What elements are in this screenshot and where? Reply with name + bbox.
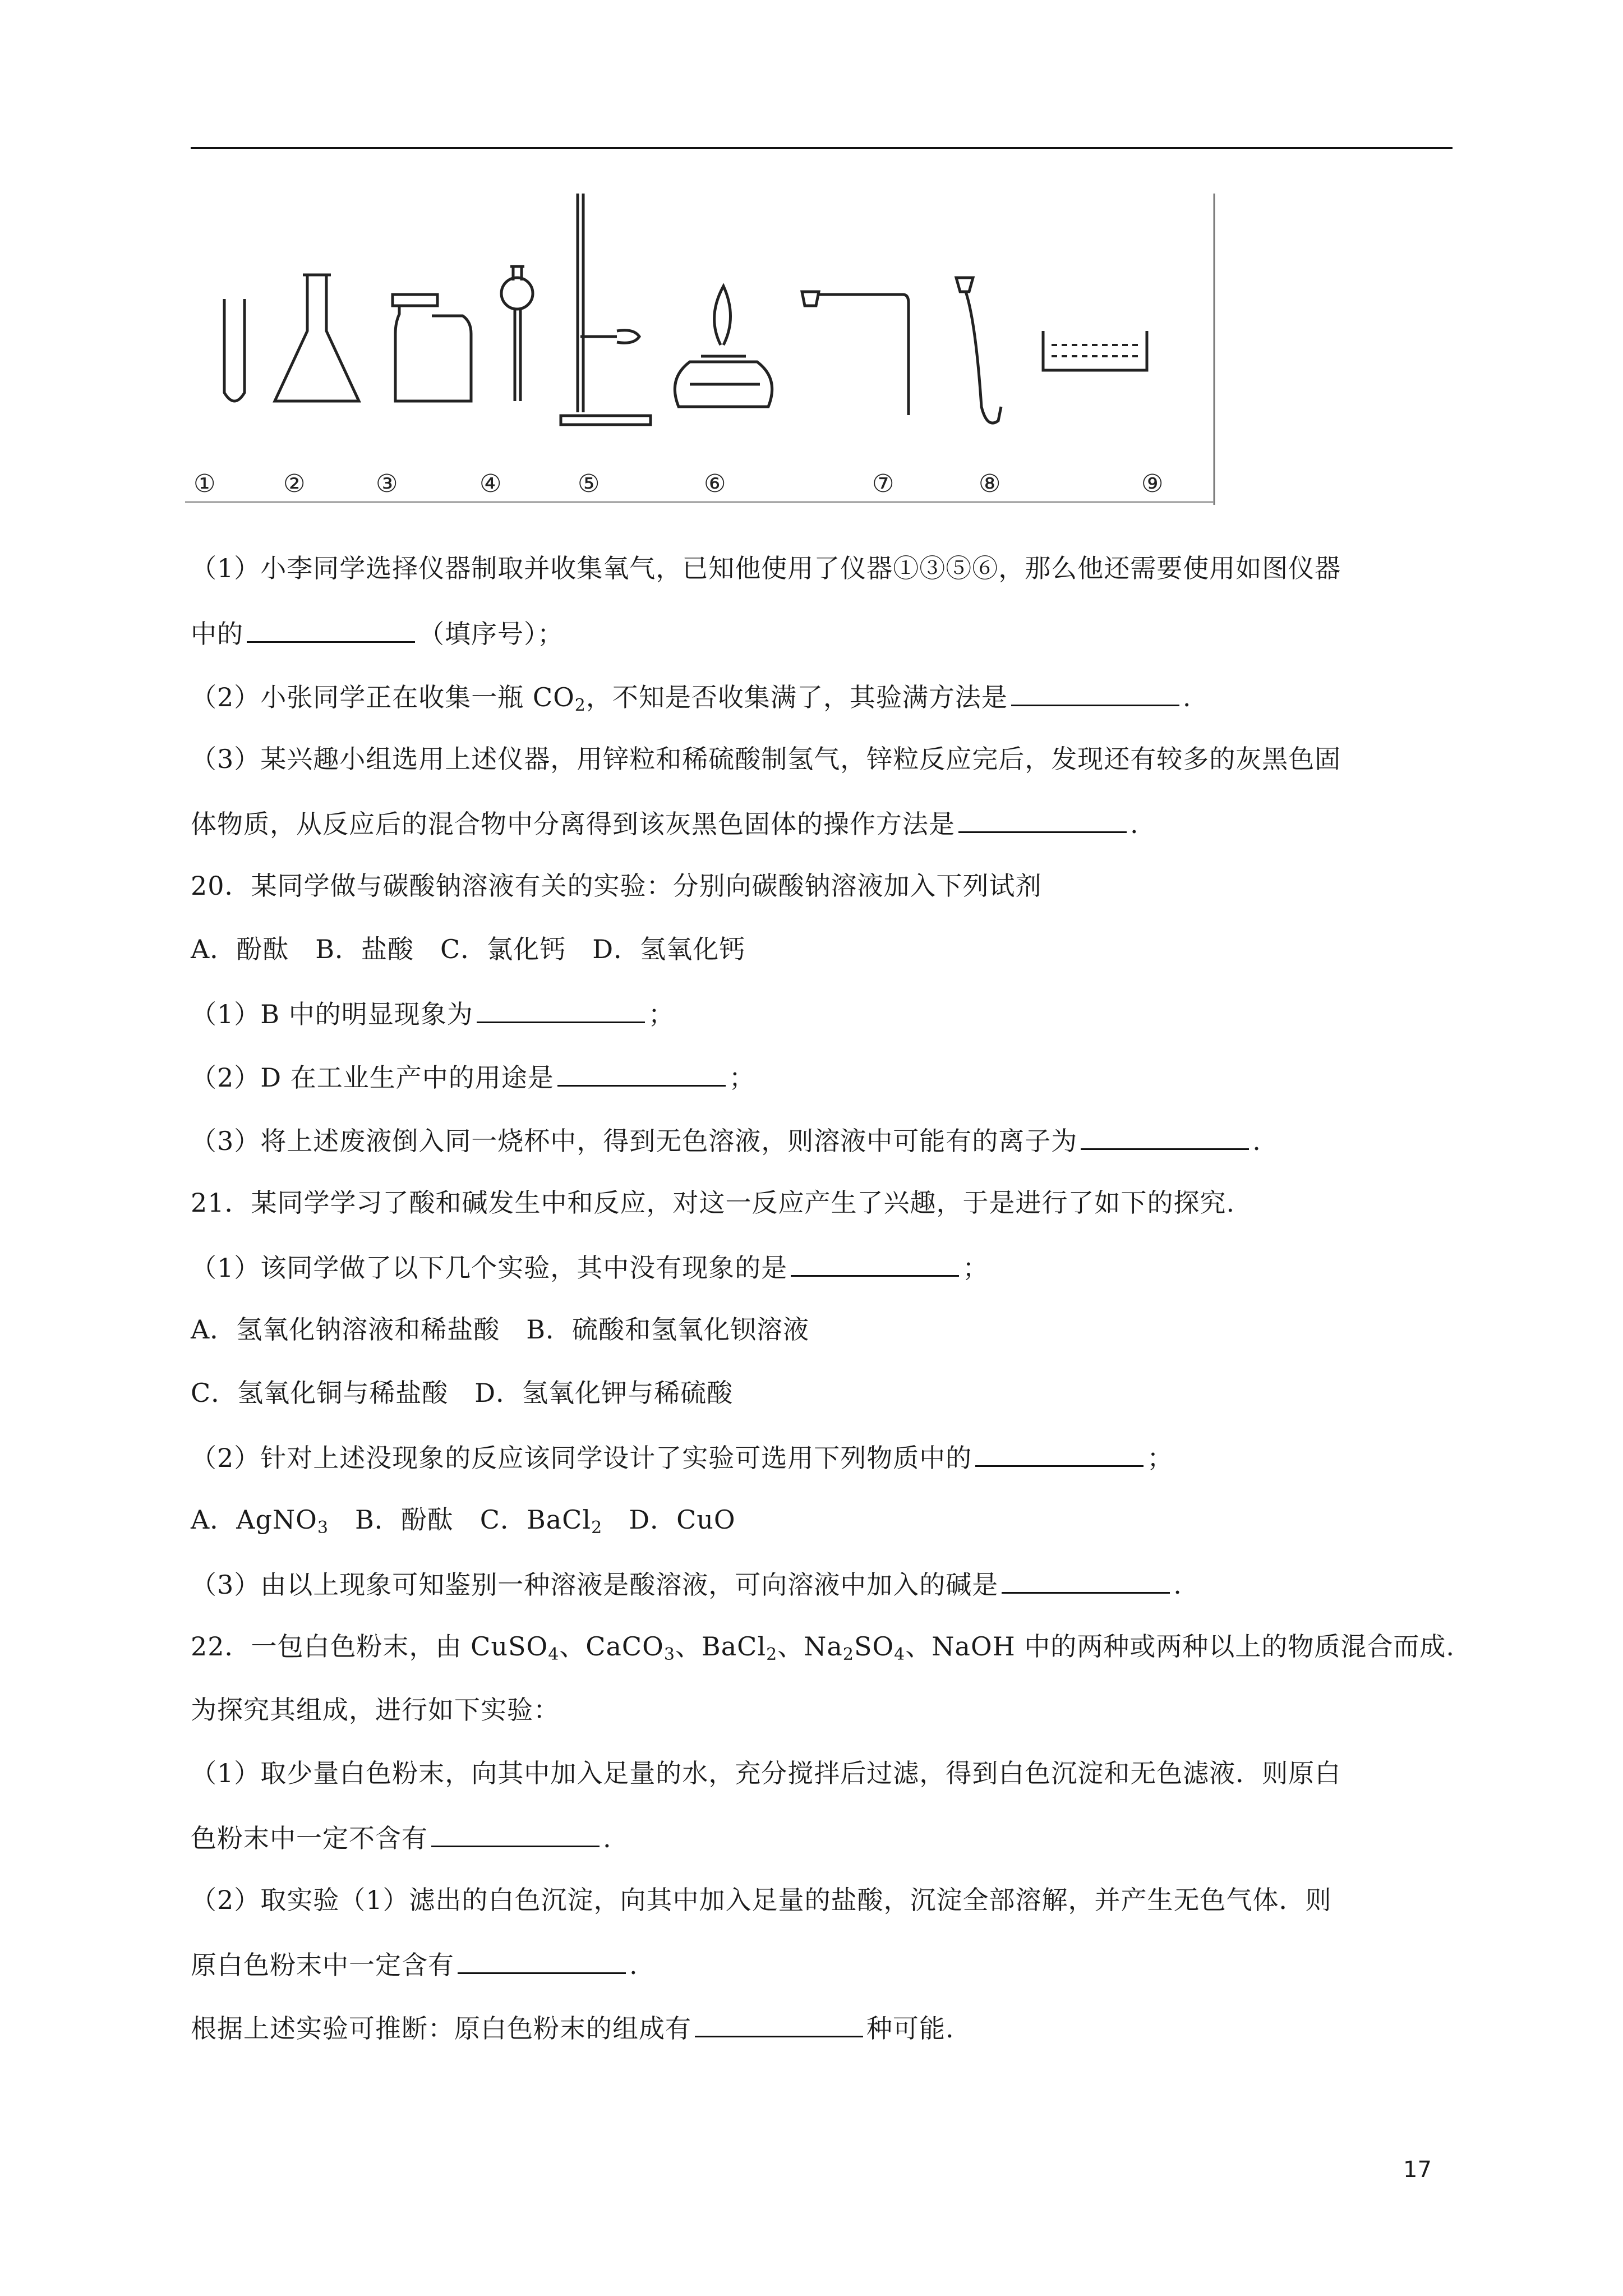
q19-part3-suffix: .: [1130, 809, 1139, 839]
q22-stem: [191, 1630, 1455, 1663]
q20-stem: 20．某同学做与碳酸钠溶液有关的实验：分别向碳酸钠溶液加入下列试剂: [191, 871, 1042, 901]
q20-options: A．酚酞 B．盐酸 C．氯化钙 D．氢氧化钙: [191, 934, 746, 964]
gas-jar-icon: [393, 295, 471, 401]
q19-part2-suffix: .: [1182, 682, 1192, 712]
q21-part1: [191, 1249, 989, 1285]
q20-part2-prefix: （2）D 在工业生产中的用途是: [191, 1062, 554, 1093]
q21-part2-suffix: ；: [1147, 1443, 1174, 1473]
test-tube-icon: [224, 299, 245, 401]
option-a: A．AgNO: [191, 1504, 317, 1535]
conical-flask-icon: [275, 275, 359, 401]
q21-part2-prefix: （2）针对上述没现象的反应该同学设计了实验可选用下列物质中的: [191, 1443, 972, 1473]
label-7: ⑦: [872, 470, 895, 498]
q21-part1-suffix: ；: [962, 1253, 989, 1283]
q22-part3: [191, 2010, 955, 2045]
answer-blank[interactable]: [458, 1947, 626, 1974]
iron-stand-icon: [561, 194, 651, 425]
answer-blank[interactable]: [958, 806, 1127, 833]
q21-options-cd: C．氢氧化铜与稀盐酸 D．氢氧化钾与稀硫酸: [191, 1378, 734, 1408]
subscript: 4: [548, 1645, 560, 1664]
q22-part2-prefix: 原白色粉末中一定含有: [191, 1950, 454, 1980]
q19-part2-prefix: （2）小张同学正在收集一瓶 CO: [191, 682, 575, 712]
q19-part3-line1: （3）某兴趣小组选用上述仪器，用锌粒和稀硫酸制氢气，锌粒反应完后，发现还有较多的灰黑色固: [191, 744, 1341, 774]
q20-part1-prefix: （1）B 中的明显现象为: [191, 999, 473, 1029]
answer-blank[interactable]: [1081, 1122, 1249, 1150]
label-2: ②: [283, 470, 306, 498]
subscript: 3: [317, 1518, 329, 1538]
answer-blank[interactable]: [791, 1249, 959, 1277]
q22-stem-text: 、CaCO: [559, 1631, 664, 1662]
q21-part3-prefix: （3）由以上现象可知鉴别一种溶液是酸溶液，可向溶液中加入的碱是: [191, 1570, 999, 1600]
q22-part1-prefix: 色粉末中一定不含有: [191, 1823, 428, 1853]
q22-part3-prefix: 根据上述实验可推断：原白色粉末的组成有: [191, 2013, 691, 2044]
q22-part1-line2: [191, 1820, 612, 1855]
label-3: ③: [376, 470, 398, 498]
q20-part2: [191, 1059, 755, 1094]
option-d: D．CuO: [602, 1504, 736, 1535]
answer-blank[interactable]: [1011, 679, 1179, 706]
subscript: 3: [663, 1645, 675, 1664]
q22-part1-line1: （1）取少量白色粉末，向其中加入足量的水，充分搅拌后过滤，得到白色沉淀和无色滤液．则原白: [191, 1758, 1341, 1788]
q22-stem2: 为探究其组成，进行如下实验：: [191, 1695, 560, 1725]
q21-part1-prefix: （1）该同学做了以下几个实验，其中没有现象的是: [191, 1253, 788, 1283]
subscript: 2: [842, 1645, 854, 1664]
label-4: ④: [479, 470, 502, 498]
answer-blank[interactable]: [477, 996, 645, 1023]
q19-part2-text: ，不知是否收集满了，其验满方法是: [585, 682, 1008, 712]
label-6: ⑥: [704, 470, 726, 498]
q22-stem-text: 、BaCl: [675, 1631, 767, 1662]
q19-part3-line2: [191, 806, 1139, 841]
apparatus-drawing: [185, 194, 1223, 505]
q22-stem-text: SO: [854, 1631, 895, 1662]
q21-stem: 21．某同学学习了酸和碱发生中和反应，对这一反应产生了兴趣，于是进行了如下的探究.: [191, 1188, 1235, 1218]
q22-stem-text: 、NaOH 中的两种或两种以上的物质混合而成.: [905, 1631, 1455, 1662]
curved-tube-icon: [956, 278, 1001, 423]
subscript: 2: [591, 1518, 603, 1538]
q20-part1-suffix: ；: [648, 999, 675, 1029]
answer-blank[interactable]: [1002, 1566, 1170, 1594]
water-trough-icon: [1043, 331, 1147, 370]
q19-part1-suffix: （填序号）；: [418, 619, 564, 649]
answer-blank[interactable]: [695, 2010, 863, 2037]
answer-blank[interactable]: [247, 615, 415, 643]
q21-part3-suffix: .: [1173, 1570, 1182, 1600]
header-rule: [191, 147, 1453, 149]
label-5: ⑤: [578, 470, 600, 498]
q19-part1-line2: [191, 615, 564, 651]
label-9: ⑨: [1141, 470, 1164, 498]
q19-part2: [191, 679, 1192, 714]
q22-part1-suffix: .: [603, 1823, 612, 1853]
q19-part1-prefix: 中的: [191, 619, 243, 649]
label-8: ⑧: [979, 470, 1001, 498]
page-number: 17: [1403, 2157, 1432, 2183]
answer-blank[interactable]: [557, 1059, 726, 1087]
subscript: 2: [766, 1645, 778, 1664]
answer-blank[interactable]: [431, 1820, 600, 1847]
q20-part3: [191, 1122, 1261, 1158]
q21-options-ab: A．氢氧化钠溶液和稀盐酸 B．硫酸和氢氧化钡溶液: [191, 1314, 810, 1345]
subscript: 4: [894, 1645, 906, 1664]
q20-part1: [191, 996, 675, 1031]
q22-part2-line1: （2）取实验（1）滤出的白色沉淀，向其中加入足量的盐酸，沉淀全部溶解，并产生无色气体．则: [191, 1885, 1332, 1915]
q22-part2-line2: [191, 1947, 638, 1982]
q21-part3: [191, 1566, 1182, 1602]
q22-stem-text: 、Na: [777, 1631, 843, 1662]
option-bc: B．酚酞 C．BaCl: [328, 1504, 592, 1535]
subscript: 2: [574, 696, 586, 715]
q22-stem-text: 22．一包白色粉末，由 CuSO: [191, 1631, 548, 1662]
label-1: ①: [193, 470, 216, 498]
q21-part2-options: [191, 1503, 736, 1536]
q19-part3-prefix: 体物质，从反应后的混合物中分离得到该灰黑色固体的操作方法是: [191, 809, 955, 839]
delivery-tube-icon: [802, 292, 909, 415]
q20-part3-suffix: .: [1252, 1126, 1261, 1156]
q22-part3-suffix: 种可能.: [866, 2013, 955, 2044]
apparatus-figure: [185, 194, 1223, 505]
q21-part2: [191, 1439, 1173, 1475]
q19-part1-line1: （1）小李同学选择仪器制取并收集氧气，已知他使用了仪器①③⑤⑥，那么他还需要使用如图仪器: [191, 553, 1341, 583]
alcohol-lamp-icon: [675, 286, 772, 407]
answer-blank[interactable]: [975, 1439, 1144, 1467]
q20-part3-prefix: （3）将上述废液倒入同一烧杯中，得到无色溶液，则溶液中可能有的离子为: [191, 1126, 1078, 1156]
q20-part2-suffix: ；: [728, 1062, 755, 1093]
q22-part2-suffix: .: [629, 1950, 638, 1980]
